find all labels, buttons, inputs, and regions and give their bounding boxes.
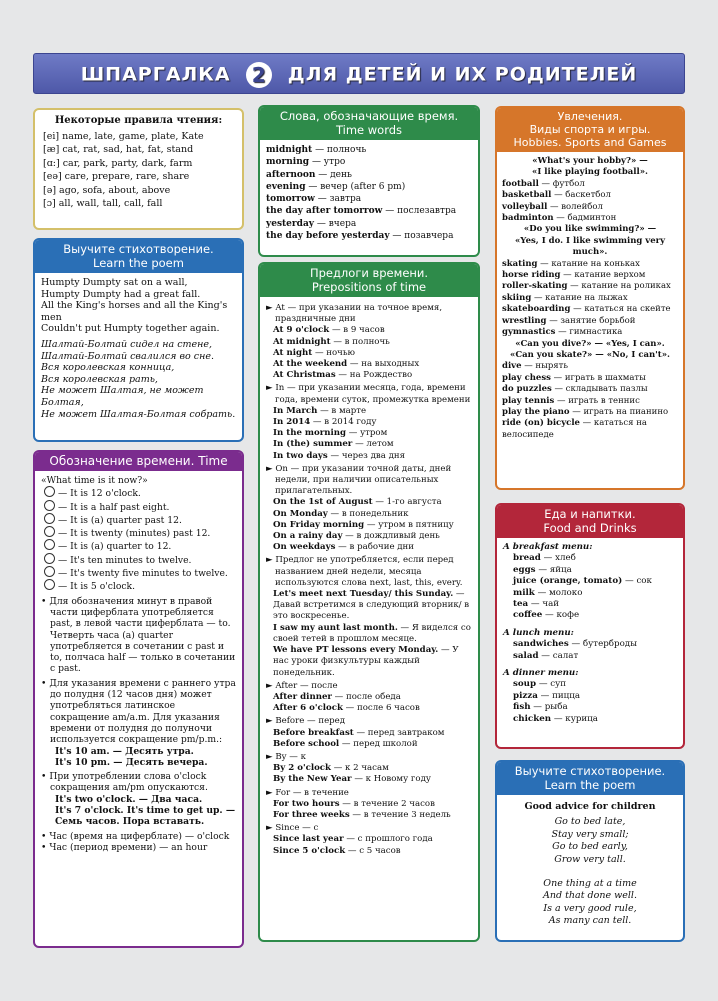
hobby-item: gymnastics — гимнастика xyxy=(502,327,623,338)
poem2-line: Go to bed early, xyxy=(552,841,628,853)
poem-line-en: All the King's horses and all the King's men xyxy=(41,300,228,323)
clock-text: — It is twenty (minutes) past 12. xyxy=(58,528,211,540)
preposition-rule: For — в течение xyxy=(275,787,349,798)
hobby-item: skiing — катание на лыжах xyxy=(502,292,628,303)
hobby-item: play tennis — играть в теннис xyxy=(502,395,640,406)
preposition-example: Before school — перед школой xyxy=(273,738,418,749)
preposition-example: On Friday morning — утром в пятницу xyxy=(273,519,454,530)
reading-rule-row: [ɑ:] car, park, party, dark, farm xyxy=(43,157,193,169)
food-body xyxy=(497,538,683,729)
poem-line-ru: Вся королевская конница, xyxy=(41,362,175,374)
menu-item: bread — хлеб xyxy=(513,553,576,564)
clock-rows xyxy=(41,486,236,592)
hobby-item: roller-skating — катание на роликах xyxy=(502,281,671,292)
timewords-header-line1: Слова, обозначающие время. xyxy=(279,109,459,123)
clock-row xyxy=(41,579,236,592)
reading-rules-box xyxy=(33,108,244,230)
poem2-title: Good advice for children xyxy=(524,801,656,812)
time-rule-1: Для обозначения минут в правой части циферблата употребляется past, в левой части циферблата — to. Четверть часа (a) quarter употребляется в сочетании с past и to, полчаса half — только в сочетании с past. xyxy=(49,595,236,675)
preposition-title xyxy=(266,788,472,799)
preposition-example: I saw my aunt last month. — Я виделся со своей тетей в прошлом месяце. xyxy=(273,622,471,644)
time-rule-4: Час (время на циферблате) — o'clock xyxy=(49,830,230,842)
timeword-item: the day after tomorrow — послезавтра xyxy=(266,206,457,217)
hobby-question: «What's your hobby?» — xyxy=(532,156,648,166)
preposition-title xyxy=(266,555,472,589)
poem-line-ru: Шалтай-Болтай сидел на стене, xyxy=(41,338,213,350)
hobby-item: horse riding — катание верхом xyxy=(502,270,646,281)
time-example: It's two o'clock. — Два часа. xyxy=(55,793,203,805)
preposition-example: Before breakfast — перед завтраком xyxy=(273,727,445,738)
bullet: • xyxy=(41,771,50,783)
clock-text: — It's ten minutes to twelve. xyxy=(58,554,192,566)
time-example: It's 10 pm. — Десять вечера. xyxy=(55,756,208,768)
hobby-item: volleyball — волейбол xyxy=(502,201,603,212)
menu-item: chicken — курица xyxy=(513,713,598,724)
time-example: It's 10 am. — Десять утра. xyxy=(55,745,194,757)
preposition-rule: Since — с xyxy=(275,823,319,834)
time-box xyxy=(33,450,244,948)
hobbies-header-line2: Виды спорта и игры. xyxy=(529,123,651,136)
clock-text: — It is 12 o'clock. xyxy=(58,488,141,500)
hobby-item: dive — нырять xyxy=(502,361,568,372)
hobby-question: «Do you like swimming?» — xyxy=(523,224,657,235)
poem2-line: And that done well. xyxy=(543,890,637,902)
preposition-example: For two hours — в течение 2 часов xyxy=(273,798,435,809)
reading-rule-row: [ə] ago, sofa, about, above xyxy=(43,184,171,196)
prepositions-header-line1: Предлоги времени. xyxy=(309,266,429,280)
preposition-example: In two days — через два дня xyxy=(273,450,406,461)
hobby-item: play chess — играть в шахматы xyxy=(502,372,646,383)
poem2-line: One thing at a time xyxy=(543,878,637,890)
banner-number: 2 xyxy=(246,62,272,88)
poem2-line: Go to bed late, xyxy=(554,816,626,828)
poem-line-en: Humpty Dumpty sat on a wall, xyxy=(41,277,188,288)
preposition-example: In (the) summer — летом xyxy=(273,439,394,450)
menu-item: salad — салат xyxy=(513,650,579,661)
clock-icon xyxy=(44,500,55,511)
menu-item: tea — чай xyxy=(513,599,560,610)
poem2-line: Is a very good rule, xyxy=(543,902,637,914)
poem2-header-line1: Выучите стихотворение. xyxy=(514,764,666,778)
preposition-example: At the weekend — на выходных xyxy=(273,359,420,370)
preposition-example: At Christmas — на Рождество xyxy=(273,370,413,381)
clock-row xyxy=(41,486,236,499)
hobby-item: badminton — бадминтон xyxy=(502,213,617,224)
poem2-line: Grow very tall. xyxy=(554,853,626,865)
preposition-example: By the New Year — к Новому году xyxy=(273,774,431,785)
timeword-item: yesterday — вчера xyxy=(266,218,357,229)
hobbies-header xyxy=(497,108,683,152)
clock-row xyxy=(41,539,236,552)
poem-line-ru: Не может Шалтая, не может Болтая, xyxy=(41,385,204,408)
preposition-example: After dinner — после обеда xyxy=(273,691,401,702)
preposition-example: In 2014 — в 2014 году xyxy=(273,417,377,428)
arrow-icon: ► xyxy=(266,463,276,474)
arrow-icon: ► xyxy=(266,823,276,834)
preposition-title xyxy=(266,752,472,763)
clock-text: — It is a half past eight. xyxy=(58,501,170,513)
reading-rule-row: [ei] name, late, game, plate, Kate xyxy=(43,130,204,142)
timewords-list xyxy=(260,140,478,246)
hobby-answer: «I like playing football». xyxy=(532,167,648,178)
bullet: • xyxy=(41,677,50,689)
menu-item: coffee — кофе xyxy=(513,610,580,621)
time-rule-3: При употреблении слова o'clock сокращения am/pm опускаются. xyxy=(49,771,208,794)
preposition-title xyxy=(266,823,472,834)
hobby-item: play the piano — играть на пианино xyxy=(502,406,669,417)
preposition-example: At 9 o'clock — в 9 часов xyxy=(273,325,385,336)
timeword-item: tomorrow — завтра xyxy=(266,194,362,205)
reading-rule-row: [ɔ] all, wall, tall, call, fall xyxy=(43,198,163,210)
preposition-example: On weekdays — в рабочие дни xyxy=(273,542,415,553)
banner-title xyxy=(34,62,684,88)
food-header-line1: Еда и напитки. xyxy=(544,507,636,521)
food-box xyxy=(495,503,685,749)
hobby-question: «Can you skate?» — «No, I can't». xyxy=(510,349,670,360)
menu-item: juice (orange, tomato) — сок xyxy=(513,576,652,587)
bullet: • xyxy=(41,595,50,607)
menu-item: soup — суп xyxy=(513,679,567,690)
poem1-header-line2: Learn the poem xyxy=(93,256,184,270)
menu-item: sandwiches — бутерброды xyxy=(513,639,638,650)
preposition-title xyxy=(266,383,472,405)
arrow-icon: ► xyxy=(266,383,276,394)
banner-title-left: ШПАРГАЛКА xyxy=(80,63,231,86)
hobbies-body xyxy=(497,152,683,445)
poem-line-en: Humpty Dumpty had a great fall. xyxy=(41,288,201,300)
clock-row xyxy=(41,513,236,526)
hobbies-header-line1: Увлечения. xyxy=(557,110,623,123)
poem1-english xyxy=(41,277,236,335)
clock-icon xyxy=(44,526,55,537)
timeword-item: afternoon — день xyxy=(266,169,352,180)
poem1-header xyxy=(35,240,242,273)
poem2-header-line2: Learn the poem xyxy=(544,778,636,792)
preposition-rule: By — к xyxy=(275,751,306,762)
preposition-title xyxy=(266,303,472,325)
menu-item: fish — рыба xyxy=(513,702,568,713)
time-rule-2: Для указания времени с раннего утра до полудня (12 часов дня) может употребляться латинское сокращение am/a.m. Для указания времени от полудня до полуночи используется сокращение pm/p.m.: xyxy=(49,677,236,746)
clock-icon xyxy=(44,486,55,497)
prepositions-header-line2: Prepositions of time xyxy=(311,280,427,294)
arrow-icon: ► xyxy=(266,680,276,691)
preposition-example: Since 5 o'clock — с 5 часов xyxy=(273,845,401,856)
poem2-line xyxy=(503,866,677,878)
timeword-item: morning — утро xyxy=(266,157,346,168)
timewords-header xyxy=(260,107,478,140)
poem2-lines xyxy=(503,816,677,927)
hobby-question: «Can you dive?» — «Yes, I can». xyxy=(515,338,665,349)
timeword-item: the day before yesterday — позавчера xyxy=(266,231,454,242)
time-question: «What time is it now?» xyxy=(41,475,148,486)
timewords-header-line2: Time words xyxy=(335,123,403,137)
menu-item: pizza — пицца xyxy=(513,690,581,701)
clock-icon xyxy=(44,513,55,524)
preposition-rule: After — после xyxy=(275,680,338,691)
hobby-item: football — футбол xyxy=(502,178,585,189)
poem2-header xyxy=(497,762,683,795)
poem1-header-line1: Выучите стихотворение. xyxy=(63,242,214,256)
menu-item: milk — молоко xyxy=(513,587,583,598)
hobbies-header-line3: Hobbies. Sports and Games xyxy=(513,136,667,149)
hobby-item: wrestling — занятие борьбой xyxy=(502,315,636,326)
preposition-rule: On — при указании точной даты, дней недели, при наличии описательных прилагательных. xyxy=(275,463,452,497)
arrow-icon: ► xyxy=(266,716,276,727)
menu-title: A lunch menu: xyxy=(503,627,574,638)
reading-title: Некоторые правила чтения: xyxy=(54,115,223,126)
time-example: It's 7 o'clock. It's time to get up. — Семь часов. Пора вставать. xyxy=(55,805,236,828)
preposition-example: We have PT lessons every Monday. — У нас уроки физкультуры каждый понедельник. xyxy=(273,645,459,678)
hobby-item: basketball — баскетбол xyxy=(502,190,611,201)
preposition-example: On the 1st of August — 1-го августа xyxy=(273,497,442,508)
poem2-line: Stay very small; xyxy=(551,828,629,840)
preposition-example: Let's meet next Tuesday/ this Sunday. — Давай встретимся в следующий вторник/ в это воскресенье. xyxy=(273,589,470,622)
clock-icon xyxy=(44,539,55,550)
preposition-title xyxy=(266,464,472,498)
prepositions-box xyxy=(258,262,480,942)
prepositions-header xyxy=(260,264,478,297)
food-header-line2: Food and Drinks xyxy=(543,521,637,535)
preposition-example: On a rainy day — в дождливый день xyxy=(273,531,440,542)
arrow-icon: ► xyxy=(266,555,276,566)
preposition-example: At night — ночью xyxy=(273,347,356,358)
clock-row xyxy=(41,500,236,513)
preposition-example: After 6 o'clock — после 6 часов xyxy=(273,703,420,714)
menu-title: A dinner menu: xyxy=(503,668,579,679)
poem-line-ru: Не может Шалтая-Болтая собрать. xyxy=(41,408,236,420)
arrow-icon: ► xyxy=(266,751,276,762)
preposition-example: In the morning — утром xyxy=(273,428,388,439)
hobby-answer: «Yes, I do. I like swimming very much». xyxy=(514,235,666,258)
clock-text: — It is 5 o'clock. xyxy=(58,581,135,593)
timewords-box xyxy=(258,105,480,257)
clock-icon xyxy=(44,579,55,590)
poem1-russian xyxy=(41,339,236,420)
menu-title: A breakfast menu: xyxy=(503,542,593,552)
clock-row xyxy=(41,566,236,579)
clock-icon xyxy=(44,553,55,564)
menu-item: eggs — яйца xyxy=(513,564,572,575)
reading-rule-row: [æ] cat, rat, sad, hat, fat, stand xyxy=(43,144,194,156)
preposition-rule: Before — перед xyxy=(275,716,346,727)
clock-text: — It is (a) quarter to 12. xyxy=(58,541,172,553)
preposition-example: Since last year — с прошлого года xyxy=(273,834,433,845)
preposition-example: For three weeks — в течение 3 недель xyxy=(273,809,451,820)
poem1-box xyxy=(33,238,244,442)
poem-line-ru: Вся королевская рать, xyxy=(41,373,158,385)
preposition-example: By 2 o'clock — к 2 часам xyxy=(273,763,389,774)
clock-text: — It's twenty five minutes to twelve. xyxy=(58,568,228,580)
preposition-example: In March — в марте xyxy=(273,405,367,416)
reading-rule-row: [eə] care, prepare, rare, share xyxy=(43,171,190,183)
clock-icon xyxy=(44,566,55,577)
poem-line-ru: Шалтай-Болтай свалился во сне. xyxy=(41,350,214,362)
preposition-example: At midnight — в полночь xyxy=(273,336,390,347)
poem2-line: As many can tell. xyxy=(548,915,632,927)
hobby-item: skateboarding — кататься на скейте xyxy=(502,304,671,315)
preposition-rule: Предлог не употребляется, если перед названием дней недели, месяца используются слова next, last, this, every. xyxy=(275,555,463,588)
arrow-icon: ► xyxy=(266,787,276,798)
preposition-rule: At — при указании на точное время, праздничные дни xyxy=(275,303,443,325)
timeword-item: midnight — полночь xyxy=(266,145,367,155)
time-rule-5: Час (период времени) — an hour xyxy=(49,841,208,853)
preposition-title xyxy=(266,716,472,727)
preposition-example: On Monday — в понедельник xyxy=(273,508,409,519)
preposition-rule: In — при указании месяца, года, времени года, времени суток, промежутка времени xyxy=(275,383,471,405)
food-header xyxy=(497,505,683,538)
hobby-item: skating — катание на коньках xyxy=(502,258,640,269)
banner-title-right: ДЛЯ ДЕТЕЙ И ИХ РОДИТЕЛЕЙ xyxy=(287,63,638,86)
reading-rows xyxy=(43,130,234,211)
time-header: Обозначение времени. Time xyxy=(35,452,242,471)
clock-text: — It is (a) quarter past 12. xyxy=(58,514,182,526)
clock-row xyxy=(41,553,236,566)
bullet: • xyxy=(41,830,50,842)
prepositions-body xyxy=(260,297,478,861)
timeword-item: evening — вечер (after 6 pm) xyxy=(266,181,406,192)
arrow-icon: ► xyxy=(266,303,276,313)
bullet: • xyxy=(41,841,50,853)
poem-line-en: Couldn't put Humpty together again. xyxy=(41,323,220,335)
hobby-item: ride (on) bicycle — кататься на велосипеде xyxy=(502,418,647,440)
banner xyxy=(33,53,685,94)
poem2-box xyxy=(495,760,685,942)
hobbies-box xyxy=(495,106,685,490)
preposition-title xyxy=(266,681,472,692)
clock-row xyxy=(41,526,236,539)
hobby-item: do puzzles — складывать пазлы xyxy=(502,384,648,395)
